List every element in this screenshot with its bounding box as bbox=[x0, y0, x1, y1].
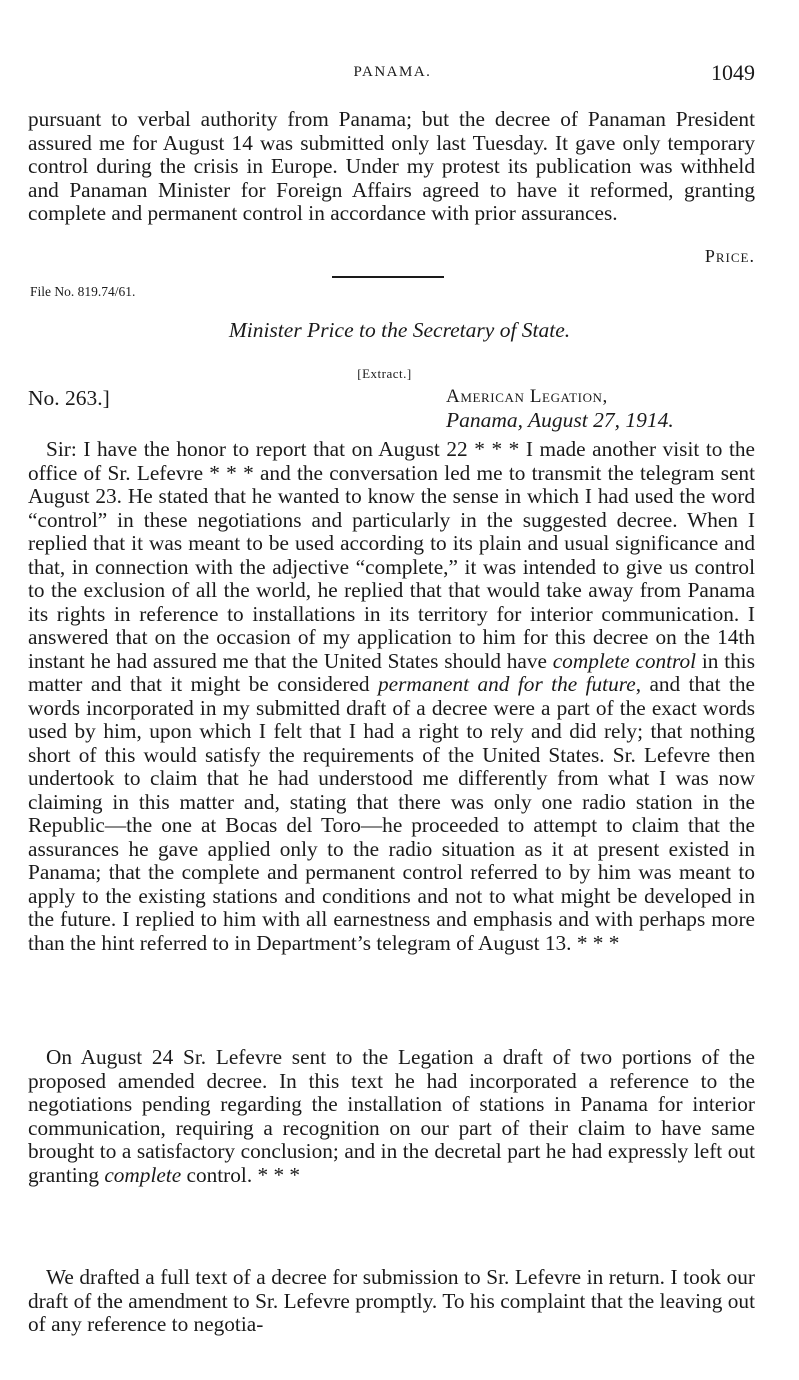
running-head: PANAMA. bbox=[353, 64, 432, 80]
legation-name: American Legation, bbox=[446, 386, 608, 407]
telegram-signature: Price. bbox=[704, 246, 755, 266]
page-header bbox=[30, 60, 755, 90]
letter-paragraph-3: We drafted a full text of a decree for submission to Sr. Lefevre in return. I took our draft of the amendment to Sr. Lefevre promptly. To his complaint that the leaving out of any reference to negotia- bbox=[28, 1265, 755, 1336]
dispatch-number: No. 263.] bbox=[28, 386, 110, 410]
p2-emphasis: complete bbox=[104, 1162, 182, 1187]
p1-text-c: , and that the words incorporated in my submitted draft of a decree were a part of the exact words used by him, upon which I felt that I had a right to rely and did rely; that nothing short of this would satisfy the requirements of the United States. Sr. Lefevre then undertook to claim that he had understood me differently from what I was now claiming in this matter and, stating that there was only one radio station in the Republic—the one at Bocas del Toro—he proceeded to attempt to claim that the assurances he gave applied only to the radio situation as it at present existed in Panama; that the complete and permanent control referred to by him was meant to apply to the existing stations and conditions and not to what might be developed in the future. I replied to him with all earnestness and emphasis and with perhaps more than the hint referred to in Department’s telegram of August 13. * * * bbox=[28, 672, 756, 955]
p2-text-a: On August 24 Sr. Lefevre sent to the Legation a draft of two portions of the proposed amended decree. In this text he had incorporated a reference to the negotiations pending regarding the installation of stations in Panama for interior communication, requiring a recognition on our part of their claim to have same brought to a satisfactory conclusion; and in the decretal part he had expressly left out granting bbox=[28, 1045, 755, 1187]
p1-text-b: in this matter and that it might be considered bbox=[28, 648, 755, 696]
letter-paragraph-2 bbox=[28, 1046, 755, 1187]
page-number: 1049 bbox=[711, 60, 755, 85]
letter-paragraph-1 bbox=[28, 438, 755, 955]
p2-text-b: control. * * * bbox=[186, 1162, 301, 1187]
document-title: Minister Price to the Secretary of State. bbox=[228, 318, 571, 342]
file-number: File No. 819.74/61. bbox=[30, 284, 136, 299]
place-and-date: Panama, August 27, 1914. bbox=[446, 408, 674, 432]
p1-emphasis-b: permanent and for the future bbox=[377, 672, 636, 696]
telegram-text: pursuant to verbal authority from Panama; but the decree of Panaman President assured me for August 14 was submitted only last Tuesday. It gave only temporary control during the crisis in Europe. Under my protest its publication was withheld and Panaman Minister for Foreign Affairs agreed to have it reformed, granting complete and permanent control in accordance with prior assurances. bbox=[28, 107, 755, 225]
extract-label: [Extract.] bbox=[357, 366, 412, 381]
p1-text-a: Sir: I have the honor to report that on August 22 * * * I made another visit to the office of Sr. Lefevre * * * and the conversation led me to transmit the telegram sent August 23. He stated that he wanted to know the sense in which I had used the word “control” in these negotiations and particularly in the suggested decree. When I replied that it was meant to be used according to its plain and usual significance and that, in connection with the adjective “complete,” it was intended to give us control to the exclusion of all the world, he replied that that would take away from Panama its rights in reference to installations in its territory for interior communication. I answered that on the occasion of my application to him for this decree on the 14th instant he had assured me that the United States should have bbox=[28, 437, 755, 673]
p1-emphasis-a: complete control bbox=[552, 648, 697, 673]
section-divider bbox=[332, 276, 444, 278]
